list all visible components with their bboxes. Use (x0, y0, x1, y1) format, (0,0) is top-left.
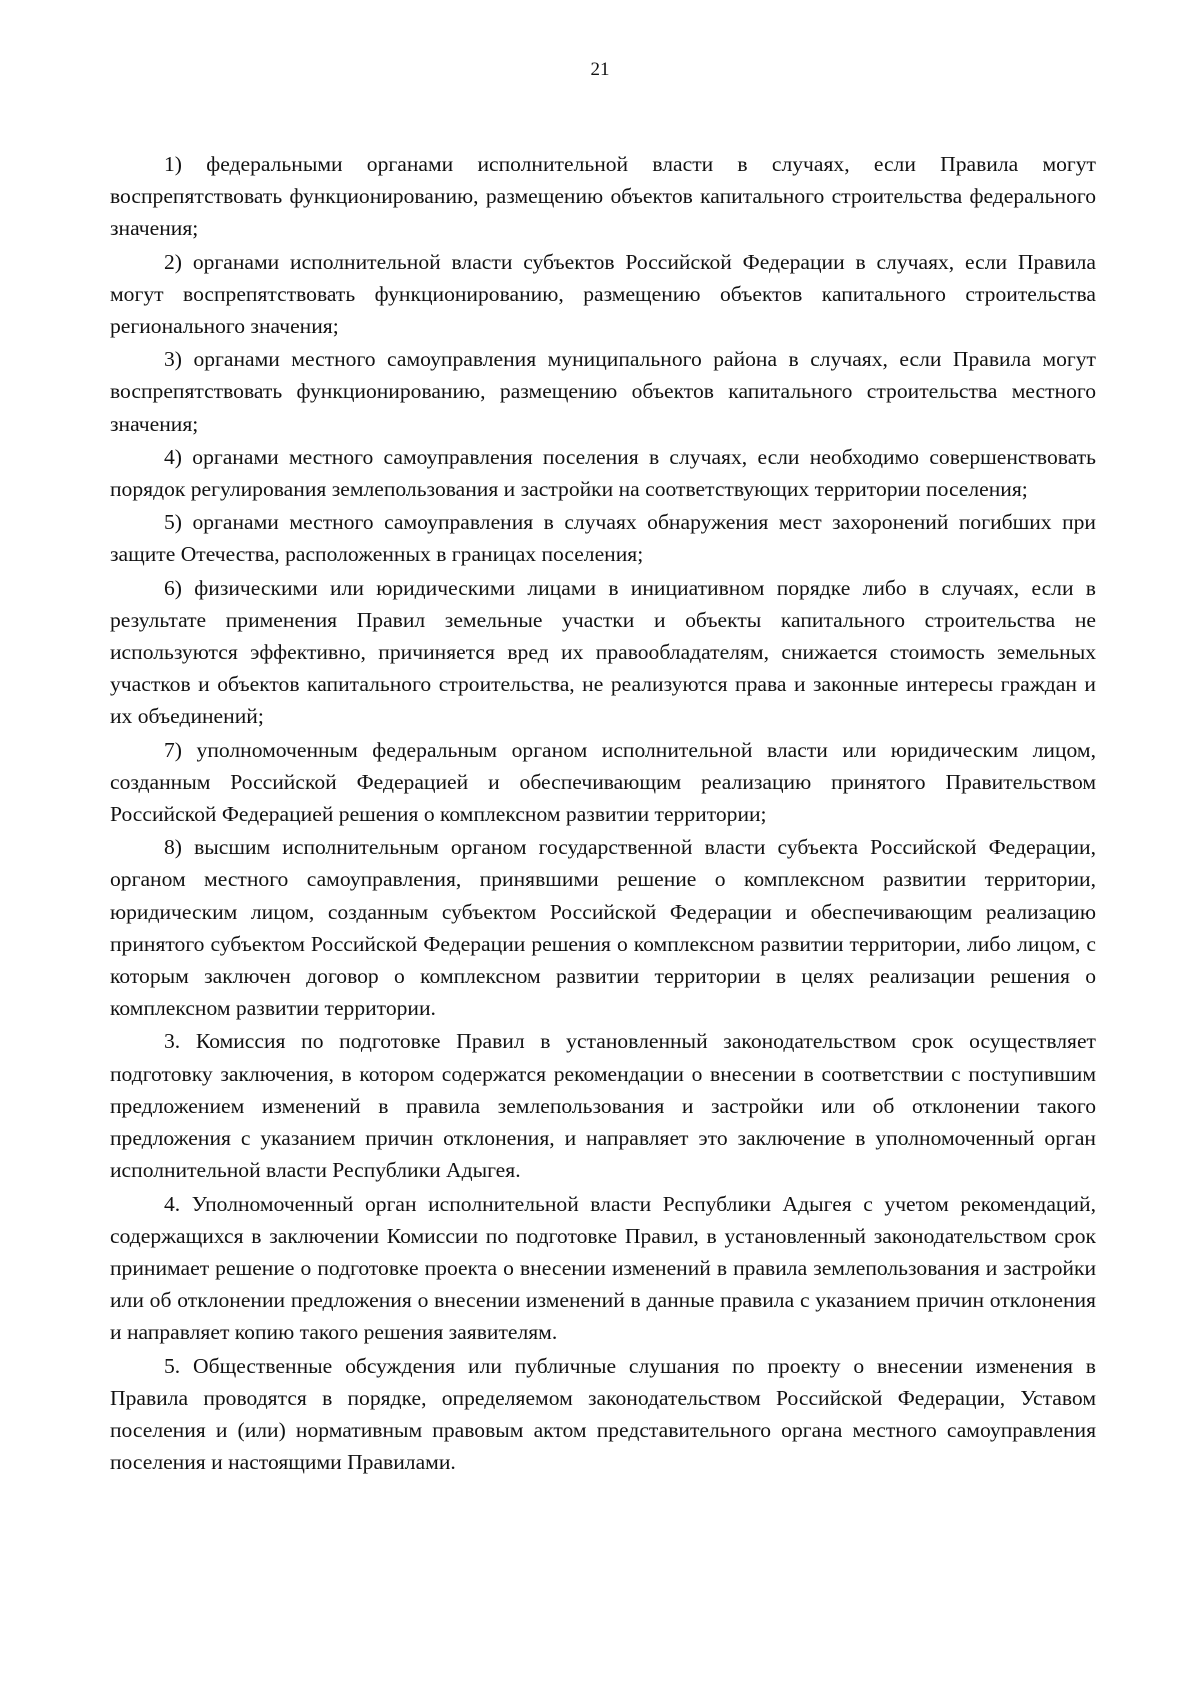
paragraph-section-4: 4. Уполномоченный орган исполнительной власти Республики Адыгея с учетом рекомендаций, содержащихся в заключении Комиссии по подготовке Правил, в установленный законодательством срок принимает решение о подготовке проекта о внесении изменений в правила землепользования и застройки или об отклонении предложения о внесении изменений в данные правила с указанием причин отклонения и направляет копию такого решения заявителям. (110, 1191, 1096, 1345)
paragraph-item-7: 7) уполномоченным федеральным органом исполнительной власти или юридическим лицом, созданным Российской Федерацией и обеспечивающим реализацию принятого Правительством Российской Федерацией решения о комплексном развитии территории; (110, 737, 1096, 827)
paragraph-item-1: 1) федеральными органами исполнительной власти в случаях, если Правила могут воспрепятствовать функционированию, размещению объектов капитального строительства федерального значения; (110, 152, 1096, 241)
paragraph-item-6: 6) физическими или юридическими лицами в инициативном порядке либо в случаях, если в результате применения Правил земельные участки и объекты капитального строительства не используются эффективно, причиняется вред их правообладателям, снижается стоимость земельных участков и объектов капитального строительства, не реализуются права и законные интересы граждан и их объединений; (110, 575, 1096, 729)
paragraph-item-8: 8) высшим исполнительным органом государственной власти субъекта Российской Федерации, органом местного самоуправления, принявшими решение о комплексном развитии территории, юридическим лицом, созданным субъектом Российской Федерации и обеспечивающим реализацию принятого субъектом Российской Федерации решения о комплексном развитии территории, либо лицом, с которым заключен договор о комплексном развитии территории в целях реализации решения о комплексном развитии территории. (110, 835, 1096, 1021)
paragraph-section-5: 5. Общественные обсуждения или публичные слушания по проекту о внесении изменения в Правила проводятся в порядке, определяемом законодательством Российской Федерации, Уставом поселения и (или) нормативным правовым актом представительного органа местного самоуправления поселения и настоящими Правилами. (110, 1353, 1096, 1475)
paragraph-item-4: 4) органами местного самоуправления поселения в случаях, если необходимо совершенствовать порядок регулирования землепользования и застройки на соответствующих территории поселения; (110, 444, 1096, 502)
paragraph-item-5: 5) органами местного самоуправления в случаях обнаружения мест захоронений погибших при защите Отечества, расположенных в границах поселения; (110, 510, 1096, 567)
page-number: 21 (590, 59, 610, 80)
paragraph-item-3: 3) органами местного самоуправления муниципального района в случаях, если Правила могут воспрепятствовать функционированию, размещению объектов капитального строительства местного значения; (110, 347, 1096, 436)
paragraph-section-3: 3. Комиссия по подготовке Правил в установленный законодательством срок осуществляет подготовку заключения, в котором содержатся рекомендации о внесении в соответствии с поступившим предложением изменений в правила землепользования и застройки или об отклонении такого предложения с указанием причин отклонения, и направляет это заключение в уполномоченный орган исполнительной власти Республики Адыгея. (110, 1029, 1096, 1183)
document-body (110, 148, 1096, 1478)
paragraph-item-2: 2) органами исполнительной власти субъектов Российской Федерации в случаях, если Правила могут воспрепятствовать функционированию, размещению объектов капитального строительства регионального значения; (110, 249, 1096, 339)
